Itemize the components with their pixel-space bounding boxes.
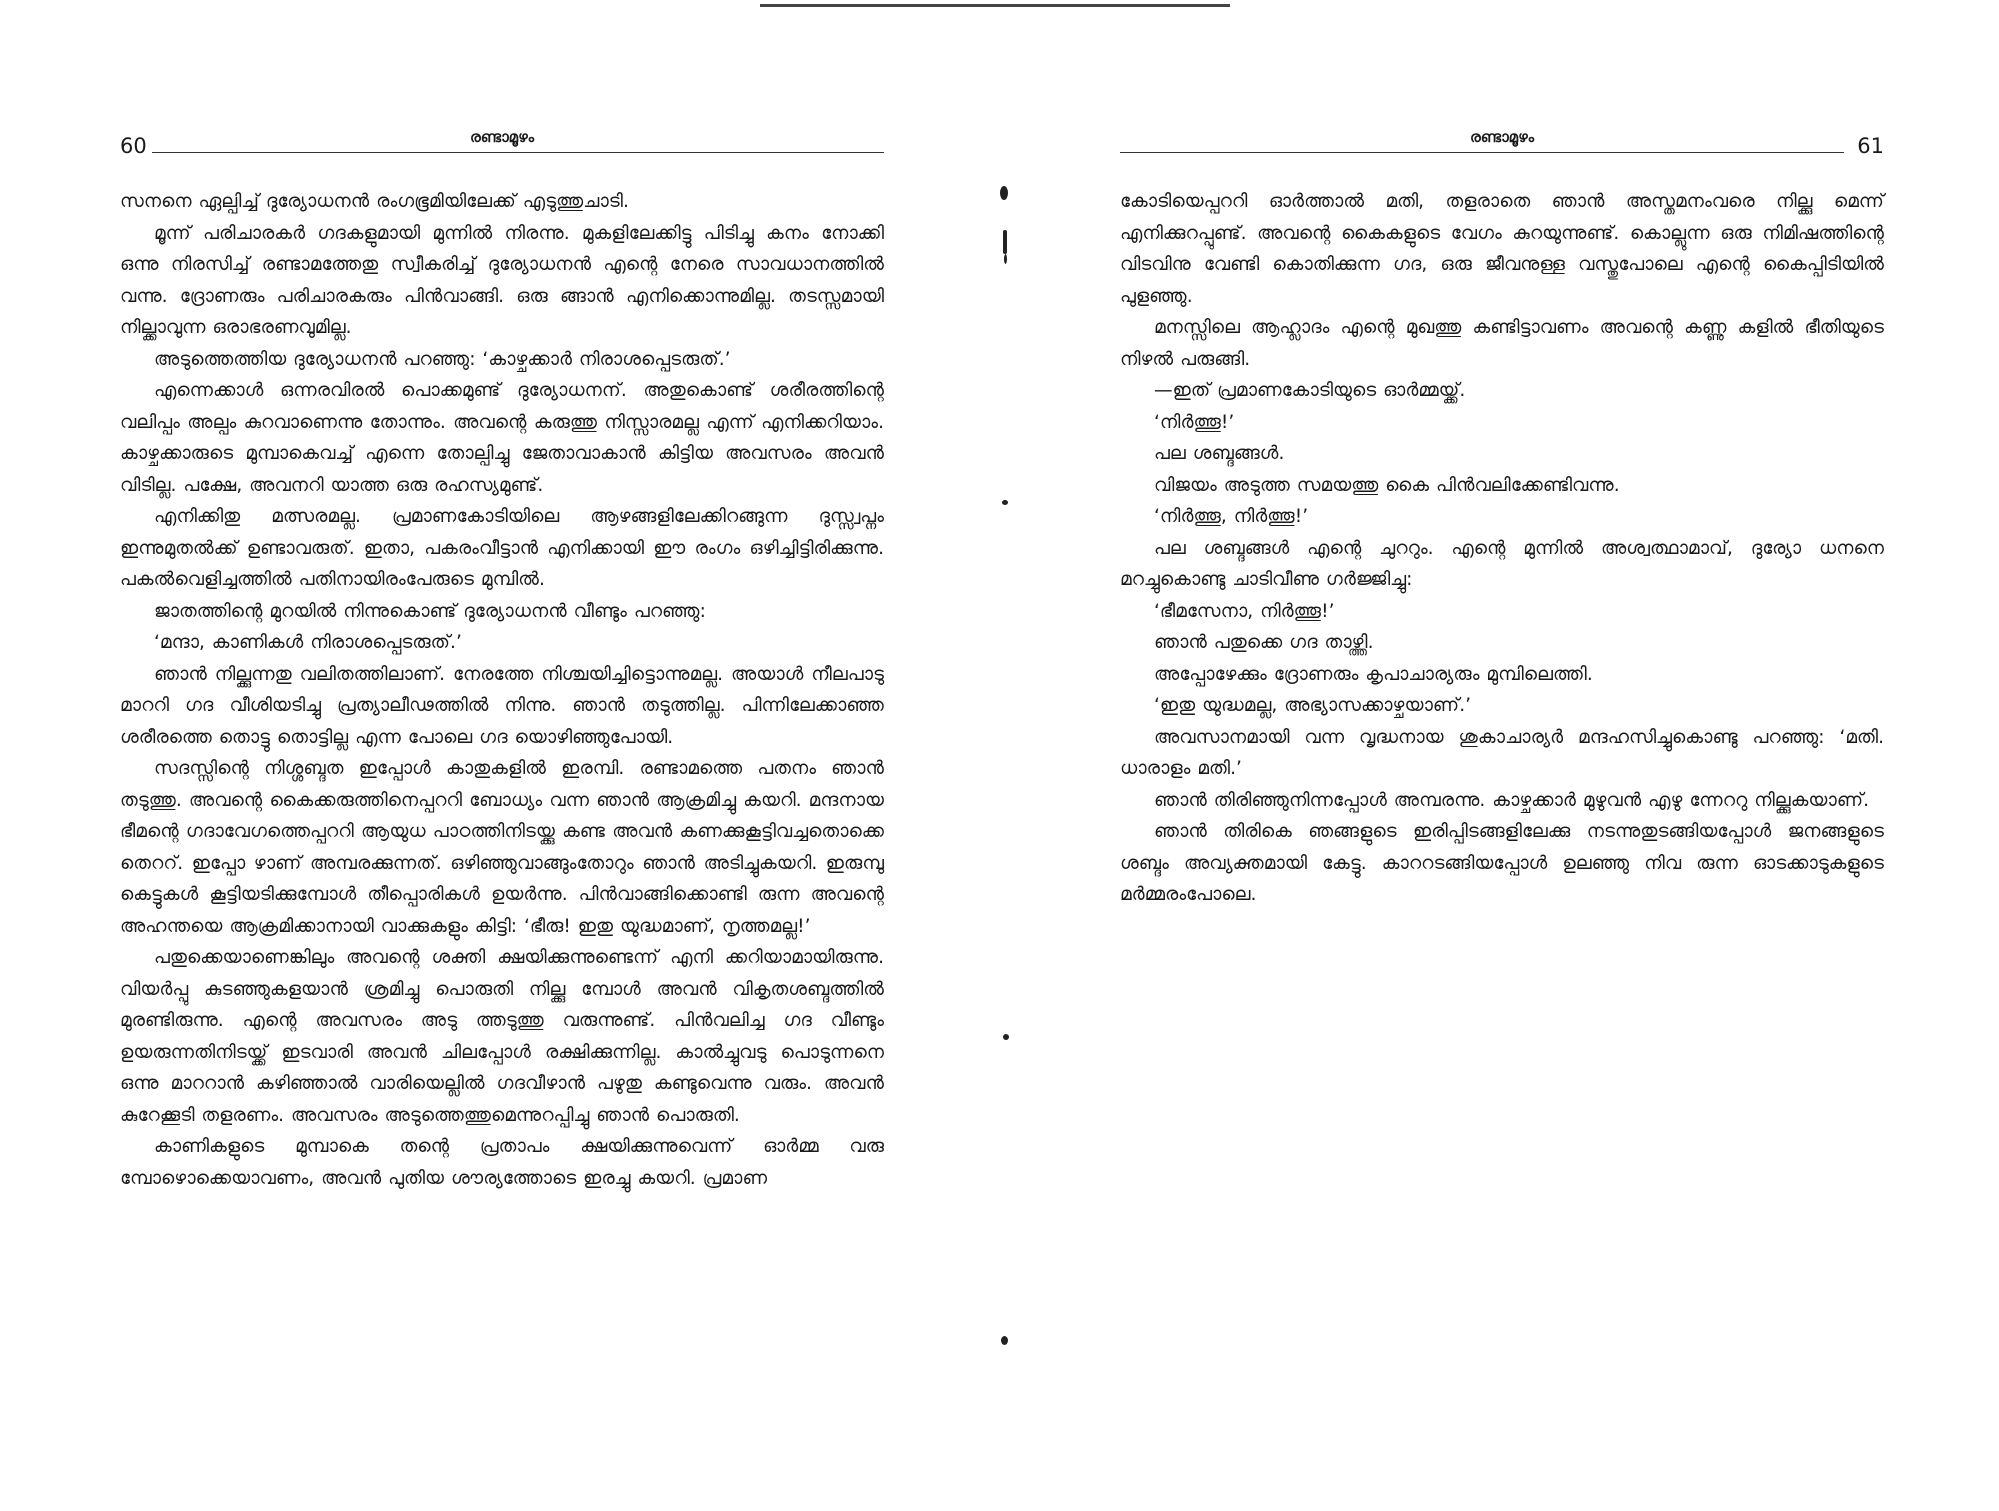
paragraph: മൂന്ന് പരിചാരകർ ഗദകളുമായി മുന്നിൽ നിരന്നു. മുകളിലേക്കിട്ടു പിടിച്ചു കനം നോക്കി ഒന്നു നിരസിച്ച് രണ്ടാമത്തേതു സ്വീകരിച്ച് ദുര്യോധനൻ എന്റെ നേരെ സാവധാനത്തിൽ വന്നു. ദ്രോണരും പരിചാരകരും പിൻവാങ്ങി. ഒരു ങ്ങാൻ എനിക്കൊന്നുമില്ല. തടസ്സമായി നില്ക്കാവുന്ന ഒരാഭരണവുമില്ല. xyxy=(120,222,884,338)
paragraph: ഞാൻ നില്ക്കുന്നതു വലിതത്തിലാണ്. നേരത്തേ നിശ്ചയിച്ചിട്ടൊന്നുമല്ല. അയാൾ നീലപാടു മാററി ഗദ വീശിയടിച്ചു പ്രത്യാലീഢത്തിൽ നിന്നു. ഞാൻ തടുത്തില്ല. പിന്നിലേക്കാഞ്ഞ ശരീരത്തെ തൊട്ടു തൊട്ടില്ല എന്ന പോലെ ഗദ യൊഴിഞ്ഞുപോയി. xyxy=(120,663,884,748)
scan-speck xyxy=(1000,186,1008,200)
paragraph: —ഇത് പ്രമാണകോടിയുടെ ഓർമ്മയ്ക്ക്. xyxy=(1154,380,1466,401)
right-page-text xyxy=(1120,186,1884,911)
paragraph: അപ്പോഴേക്കും ദ്രോണരും കൃപാചാര്യരും മുമ്പിലെത്തി. xyxy=(1154,663,1593,685)
scan-speck xyxy=(1002,500,1008,505)
scan-speck xyxy=(1003,1034,1009,1040)
paragraph: കോടിയെപ്പററി ഓർത്താൽ മതി, തളരാതെ ഞാൻ അസ്തമനംവരെ നില്ക്കു മെന്ന് എനിക്കുറപ്പുണ്ട്. അവന്റെ കൈകളുടെ വേഗം കുറയുന്നുണ്ട്. കൊല്ലുന്ന ഒരു നിമിഷത്തിന്റെ വിടവിനു വേണ്ടി കൊതിക്കുന്ന ഗദ, ഒരു ജീവനുള്ള വസ്തുപോലെ എന്റെ കൈപ്പിടിയിൽ പുളഞ്ഞു. xyxy=(1120,191,1884,307)
paragraph: പല ശബ്ദങ്ങൾ. xyxy=(1154,443,1285,464)
paragraph: അവസാനമായി വന്ന വൃദ്ധനായ ശുകാചാര്യർ മന്ദഹസിച്ചുകൊണ്ടു പറഞ്ഞു: ‘മതി. ധാരാളം മതി.’ xyxy=(1120,726,1884,779)
paragraph: അടുത്തെത്തിയ ദുര്യോധനൻ പറഞ്ഞു: ‘കാഴ്ചക്കാർ നിരാശപ്പെടരുത്.’ xyxy=(154,348,731,370)
paragraph: ‘മന്ദാ, കാണികൾ നിരാശപ്പെടരുത്.’ xyxy=(154,632,462,653)
left-running-title: രണ്ടാമൂഴം xyxy=(470,128,534,146)
right-page xyxy=(1120,0,1884,1511)
paragraph: ‘ഭീമസേനാ, നിർത്തൂ!’ xyxy=(1154,600,1335,622)
paragraph: എനിക്കിതു മത്സരമല്ല. പ്രമാണകോടിയിലെ ആഴങ്ങളിലേക്കിറങ്ങുന്ന ദുസ്സ്വപ്നം ഇന്നുമുതൽക്ക് ഉണ്ടാവരുത്. ഇതാ, പകരംവീട്ടാൻ എനിക്കായി ഈ രംഗം ഒഴിച്ചിട്ടിരിക്കുന്നു. പകൽവെളിച്ചത്തിൽ പതിനായിരംപേരുടെ മുമ്പിൽ. xyxy=(120,506,884,590)
paragraph: ‘നിർത്തൂ, നിർത്തൂ!’ xyxy=(1154,506,1309,527)
paragraph: വിജയം അടുത്ത സമയത്തു കൈ പിൻവലിക്കേണ്ടിവന്നു. xyxy=(1154,474,1620,496)
paragraph: മനസ്സിലെ ആഹ്ലാദം എന്റെ മുഖത്തു കണ്ടിട്ടാവണം അവന്റെ കണ്ണു കളിൽ ഭീതിയുടെ നിഴൽ പരുങ്ങി. xyxy=(1120,317,1884,370)
paragraph: കാണികളുടെ മുമ്പാകെ തന്റെ പ്രതാപം ക്ഷയിക്കുന്നുവെന്ന് ഓർമ്മ വരു മ്പോഴൊക്കെയാവണം, അവൻ പുതിയ ശൗര്യത്തോടെ ഇരച്ചു കയറി. പ്രമാണ xyxy=(120,1136,884,1189)
right-header-rule xyxy=(1120,152,1844,153)
scan-speck xyxy=(1001,1336,1008,1345)
paragraph: പതുക്കെയാണെങ്കിലും അവന്റെ ശക്തി ക്ഷയിക്കുന്നുണ്ടെന്ന് എനി ക്കറിയാമായിരുന്നു. വിയർപ്പു കുടഞ്ഞുകളയാൻ ശ്രമിച്ചു പൊരുതി നില്ക്കു മ്പോൾ അവൻ വികൃതശബ്ദത്തിൽ മുരണ്ടിരുന്നു. എന്റെ അവസരം അടു ത്തടുത്തു വരുന്നുണ്ട്. പിൻവലിച്ച ഗദ വീണ്ടും ഉയരുന്നതിനിടയ്ക്ക് ഇടവാരി അവൻ ചിലപ്പോൾ രക്ഷിക്കുന്നില്ല. കാൽച്ചുവടു പൊടുന്നനെ ഒന്നു മാററാൻ കഴിഞ്ഞാൽ വാരിയെല്ലിൽ ഗദവീഴാൻ പഴുതു കണ്ടുവെന്നു വരും. അവൻ കുറേക്കൂടി തളരണം. അവസരം അടുത്തെത്തുമെന്നുറപ്പിച്ചു ഞാൻ പൊരുതി. xyxy=(120,947,884,1126)
right-running-title: രണ്ടാമൂഴം xyxy=(1470,128,1534,146)
left-page-header xyxy=(120,124,884,160)
left-header-rule xyxy=(152,152,884,153)
paragraph: സദസ്സിന്റെ നിശ്ശബ്ദത ഇപ്പോൾ കാതുകളിൽ ഇരമ്പി. രണ്ടാമത്തെ പതനം ഞാൻ തടുത്തു. അവന്റെ കൈക്കരുത്തിനെപ്പററി ബോധ്യം വന്ന ഞാൻ ആക്രമിച്ചു കയറി. മന്ദനായ ഭീമന്റെ ഗദാവേഗത്തെപ്പററി ആയുധ പാഠത്തിനിടയ്ക്കു കണ്ട അവൻ കണക്കുകൂട്ടിവച്ചതൊക്കെ തെററ്. ഇപ്പോ ഴാണ് അമ്പരക്കുന്നത്. ഒഴിഞ്ഞുവാങ്ങുംതോറും ഞാൻ അടിച്ചുകയറി. ഇരുമ്പു കെട്ടുകൾ കൂട്ടിയടിക്കുമ്പോൾ തീപ്പൊരികൾ ഉയർന്നു. പിൻവാങ്ങിക്കൊണ്ടി രുന്ന അവന്റെ അഹന്തയെ ആക്രമിക്കാനായി വാക്കുകളും കിട്ടി: ‘ഭീരു! ഇതു യുദ്ധമാണ്, നൃത്തമല്ല!’ xyxy=(120,758,885,937)
paragraph: പല ശബ്ദങ്ങൾ എന്റെ ചുററും. എന്റെ മുന്നിൽ അശ്വത്ഥാമാവ്, ദുര്യോ ധനനെ മറച്ചുകൊണ്ടു ചാടിവീണു ഗർജ്ജിച്ചു: xyxy=(1120,537,1884,590)
left-page-text xyxy=(120,186,884,1194)
paragraph: ജാതത്തിന്റെ മുറയിൽ നിന്നുകൊണ്ട് ദുര്യോധനൻ വീണ്ടും പറഞ്ഞു: xyxy=(154,600,706,622)
paragraph: സനനെ ഏല്പിച്ച് ദുര്യോധനൻ രംഗഭൂമിയിലേക്ക് എടുത്തുചാടി. xyxy=(120,191,629,212)
right-page-header xyxy=(1120,124,1884,160)
left-page xyxy=(120,0,884,1511)
paragraph: ഞാൻ പതുക്കെ ഗദ താഴ്ത്തി. xyxy=(1154,632,1374,653)
scan-speck xyxy=(1004,254,1007,264)
scan-speck xyxy=(1003,230,1007,254)
right-page-number: 61 xyxy=(1857,134,1884,158)
left-page-number: 60 xyxy=(120,134,147,158)
paragraph: ‘നിർത്തൂ!’ xyxy=(1154,411,1235,433)
paragraph: ഞാൻ തിരികെ ഞങ്ങളുടെ ഇരിപ്പിടങ്ങളിലേക്കു നടന്നുതുടങ്ങിയപ്പോൾ ജനങ്ങളുടെ ശബ്ദം അവ്യക്തമായി കേട്ടു. കാററടങ്ങിയപ്പോൾ ഉലഞ്ഞു നിവ രുന്ന ഓടക്കാടുകളുടെ മർമ്മരംപോലെ. xyxy=(1120,821,1884,905)
paragraph: എന്നെക്കാൾ ഒന്നരവിരൽ പൊക്കമുണ്ട് ദുര്യോധനന്. അതുകൊണ്ട് ശരീരത്തിന്റെ വലിപ്പം അല്പം കുറവാണെന്നു തോന്നും. അവന്റെ കരുത്തു നിസ്സാരമല്ല എന്ന് എനിക്കറിയാം. കാഴ്ചക്കാരുടെ മുമ്പാകെവച്ച് എന്നെ തോല്പിച്ചു ജേതാവാകാൻ കിട്ടിയ അവസരം അവൻ വിടില്ല. പക്ഷേ, അവനറി യാത്ത ഒരു രഹസ്യമുണ്ട്. xyxy=(120,380,884,496)
paragraph: ‘ഇതു യുദ്ധമല്ല, അഭ്യാസക്കാഴ്ചയാണ്.’ xyxy=(1154,695,1472,716)
gutter-scan-marks xyxy=(986,110,1026,1410)
paragraph: ഞാൻ തിരിഞ്ഞുനിന്നപ്പോൾ അമ്പരന്നു. കാഴ്ചക്കാർ മുഴുവൻ എഴു ന്നേററു നില്ക്കുകയാണ്. xyxy=(1154,789,1870,811)
